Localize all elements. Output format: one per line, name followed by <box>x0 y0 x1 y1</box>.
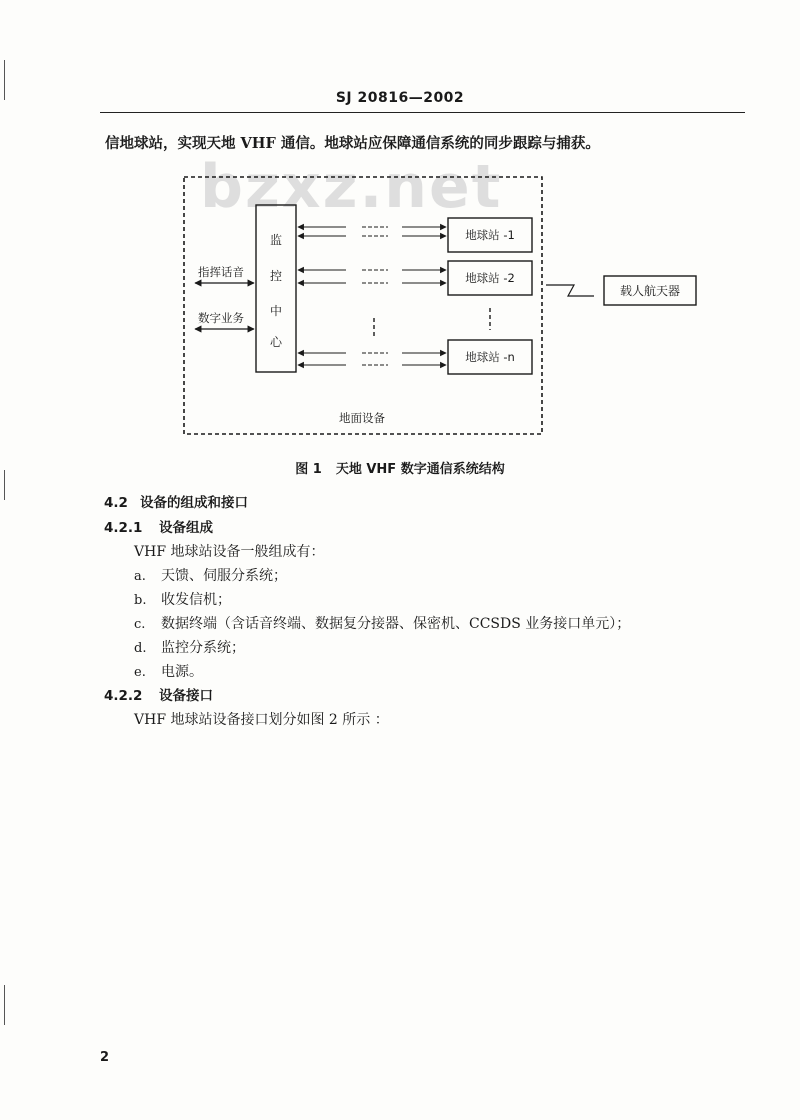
list-item-text: 电源。 <box>161 664 203 680</box>
station-2-label: 地球站 -2 <box>465 271 515 285</box>
control-center-char: 监 <box>269 233 283 247</box>
list-item-text: 收发信机； <box>161 592 231 608</box>
watermark: bzxz.net <box>200 152 503 222</box>
list-item-label: c. <box>134 617 146 632</box>
list-item-text: 数据终端（含话音终端、数据复分接器、保密机、CCSDS 业务接口单元）； <box>161 616 631 632</box>
list-item <box>134 637 245 657</box>
list-item-label: a. <box>134 569 146 584</box>
radio-link <box>546 285 594 296</box>
section-4-2-1-heading <box>104 516 213 536</box>
figure-1-diagram <box>0 0 800 460</box>
list-item-label: e. <box>134 665 146 680</box>
section-4-2-title: 设备的组成和接口 <box>140 495 248 511</box>
control-center-char: 中 <box>269 304 283 318</box>
spacecraft-label: 载人航天器 <box>619 284 681 298</box>
link-station-1 <box>298 227 446 236</box>
figure-1-number: 图 1 <box>295 462 322 477</box>
ground-equipment-label: 地面设备 <box>339 411 385 425</box>
standard-number: SJ 20816—2002 <box>335 90 465 106</box>
list-item <box>134 589 231 609</box>
control-center-char: 心 <box>269 335 283 349</box>
list-item <box>134 613 630 633</box>
section-4-2-2-number: 4.2.2 <box>104 688 143 704</box>
list-item <box>134 661 203 681</box>
section-4-2-1-number: 4.2.1 <box>104 520 143 536</box>
section-4-2-2-lead: VHF 地球站设备接口划分如图 2 所示 ： <box>134 712 389 728</box>
scan-edge-mark <box>4 985 5 1025</box>
control-center-char: 控 <box>269 269 283 283</box>
station-n-label: 地球站 -n <box>465 350 515 364</box>
page-number: 2 <box>100 1050 110 1065</box>
link-station-n <box>298 353 446 365</box>
intro-paragraph: 信地球站，实现天地 VHF 通信。地球站应保障通信系统的同步跟踪与捕获。 <box>105 135 600 152</box>
section-4-2-1-lead: VHF 地球站设备一般组成有： <box>134 544 325 560</box>
list-item-label: d. <box>134 641 147 656</box>
list-item-text: 监控分系统； <box>161 640 245 656</box>
section-4-2-2-heading <box>104 684 213 704</box>
section-4-2-number: 4.2 <box>104 495 128 511</box>
ground-equipment-boundary <box>184 177 542 434</box>
list-item <box>134 565 287 585</box>
section-4-2-2-title: 设备接口 <box>159 688 213 704</box>
command-voice-label: 指挥话音 <box>198 265 244 279</box>
list-item-label: b. <box>134 593 147 608</box>
section-4-2-heading <box>104 491 248 511</box>
figure-1-title: 天地 VHF 数字通信系统结构 <box>335 462 505 477</box>
link-station-2 <box>298 270 446 283</box>
figure-1-caption <box>0 458 800 477</box>
section-4-2-1-title: 设备组成 <box>159 520 213 536</box>
station-1-label: 地球站 -1 <box>465 228 515 242</box>
data-service-label: 数字业务 <box>198 311 244 325</box>
list-item-text: 天馈、伺服分系统； <box>161 568 287 584</box>
